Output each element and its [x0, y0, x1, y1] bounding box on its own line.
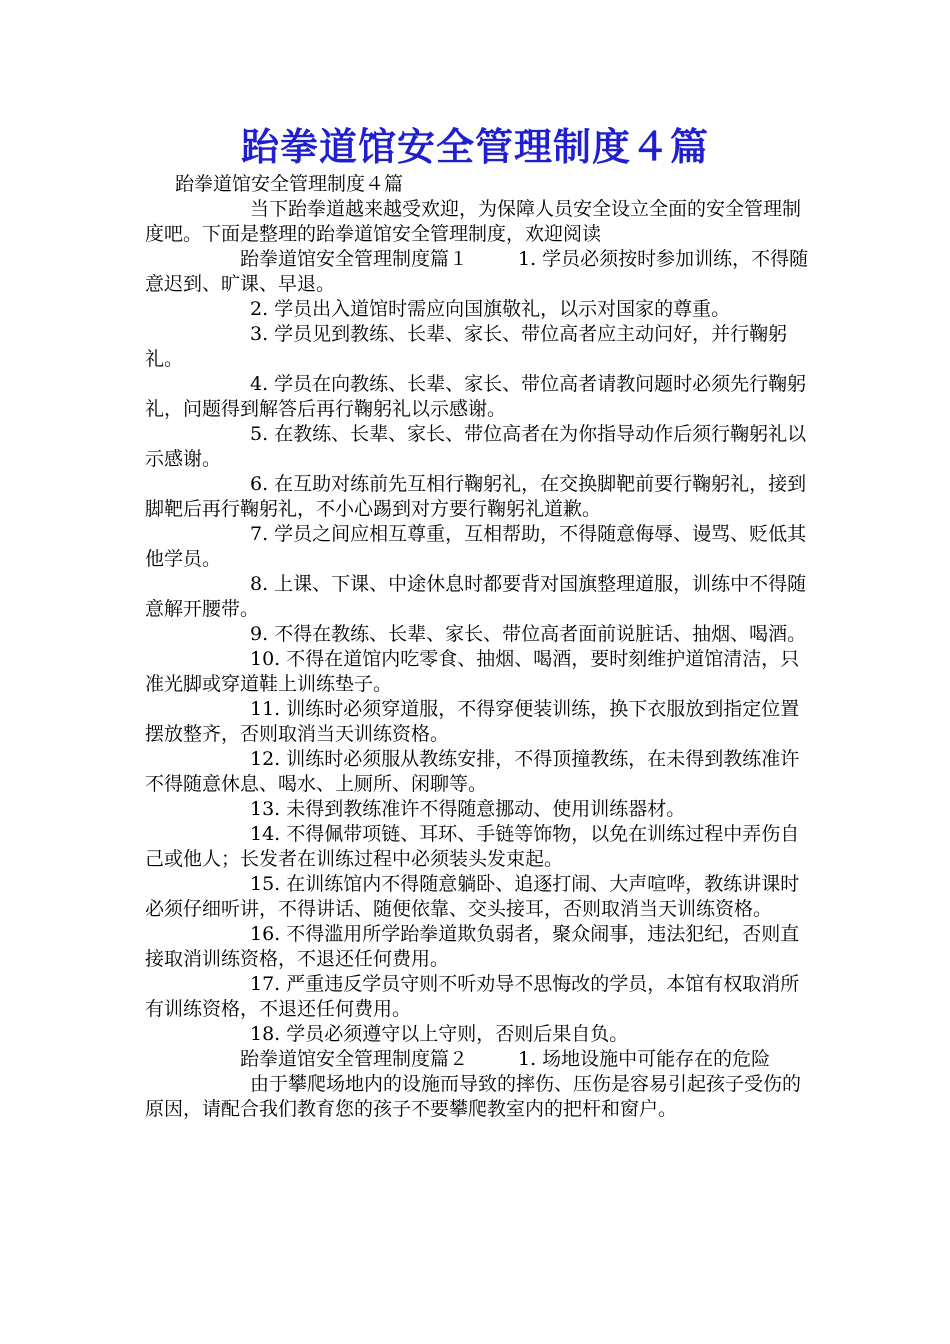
- rules-list: [145, 297, 815, 1047]
- rule-item: 4. 学员在向教练、长辈、家长、带位高者请教问题时必须先行鞠躬礼，问题得到解答后再行鞠躬礼以示感谢。: [145, 373, 807, 420]
- section2-paragraph: 由于攀爬场地内的设施而导致的摔伤、压伤是容易引起孩子受伤的原因，请配合我们教育您的孩子不要攀爬教室内的把杆和窗户。: [145, 1073, 802, 1120]
- rule-item: 8. 上课、下课、中途休息时都要背对国旗整理道服，训练中不得随意解开腰带。: [145, 573, 807, 620]
- rule-item: 18. 学员必须遵守以上守则，否则后果自负。: [250, 1023, 629, 1045]
- rule-item: 2. 学员出入道馆时需应向国旗敬礼，以示对国家的尊重。: [250, 298, 731, 320]
- section1-heading: 跆拳道馆安全管理制度篇１: [240, 248, 469, 270]
- section2-item-1: 1. 场地设施中可能存在的危险: [518, 1048, 771, 1070]
- section2-first-paragraph: [145, 1047, 815, 1072]
- intro-paragraph: 当下跆拳道越来越受欢迎，为保障人员安全设立全面的安全管理制度吧。下面是整理的跆拳道馆安全管理制度，欢迎阅读: [145, 198, 802, 245]
- rule-item: 12. 训练时必须服从教练安排，不得顶撞教练，在未得到教练准许不得随意休息、喝水、上厕所、闲聊等。: [145, 748, 800, 795]
- rule-item: 16. 不得滥用所学跆拳道欺负弱者，聚众闹事，违法犯纪，否则直接取消训练资格，不退还任何费用。: [145, 923, 800, 970]
- rule-item: 13. 未得到教练准许不得随意挪动、使用训练器材。: [250, 798, 686, 820]
- rule-item: 11. 训练时必须穿道服，不得穿便装训练，换下衣服放到指定位置摆放整齐，否则取消当天训练资格。: [145, 698, 800, 745]
- rule-item: 7. 学员之间应相互尊重，互相帮助，不得随意侮辱、谩骂、贬低其他学员。: [145, 523, 807, 570]
- rule-item: 10. 不得在道馆内吃零食、抽烟、喝酒，要时刻维护道馆清洁，只准光脚或穿道鞋上训练垫子。: [145, 648, 800, 695]
- rule-item: 3. 学员见到教练、长辈、家长、带位高者应主动问好，并行鞠躬礼。: [145, 323, 788, 370]
- subtitle: 跆拳道馆安全管理制度４篇: [175, 173, 404, 195]
- section2-heading: 跆拳道馆安全管理制度篇２: [240, 1048, 469, 1070]
- document-body: [145, 172, 815, 1122]
- section1-rule-1: 1. 学员必须按时参加训练，不得随意迟到、旷课、早退。: [145, 248, 809, 295]
- rule-item: 6. 在互助对练前先互相行鞠躬礼，在交换脚靶前要行鞠躬礼，接到脚靶后再行鞠躬礼，不小心踢到对方要行鞠躬礼道歉。: [145, 473, 807, 520]
- document-title: 跆拳道馆安全管理制度４篇: [240, 124, 709, 169]
- rule-item: 15. 在训练馆内不得随意躺卧、追逐打闹、大声喧哗，教练讲课时必须仔细听讲，不得讲话、随便依靠、交头接耳，否则取消当天训练资格。: [145, 873, 800, 920]
- rule-item: 17. 严重违反学员守则不听劝导不思悔改的学员，本馆有权取消所有训练资格，不退还任何费用。: [145, 973, 800, 1020]
- rule-item: 5. 在教练、长辈、家长、带位高者在为你指导动作后须行鞠躬礼以示感谢。: [145, 423, 807, 470]
- section1-first-paragraph: [145, 247, 815, 297]
- rule-item: 14. 不得佩带项链、耳环、手链等饰物，以免在训练过程中弄伤自己或他人；长发者在训练过程中必须装头发束起。: [145, 823, 800, 870]
- rule-item: 9. 不得在教练、长辈、家长、带位高者面前说脏话、抽烟、喝酒。: [250, 623, 807, 645]
